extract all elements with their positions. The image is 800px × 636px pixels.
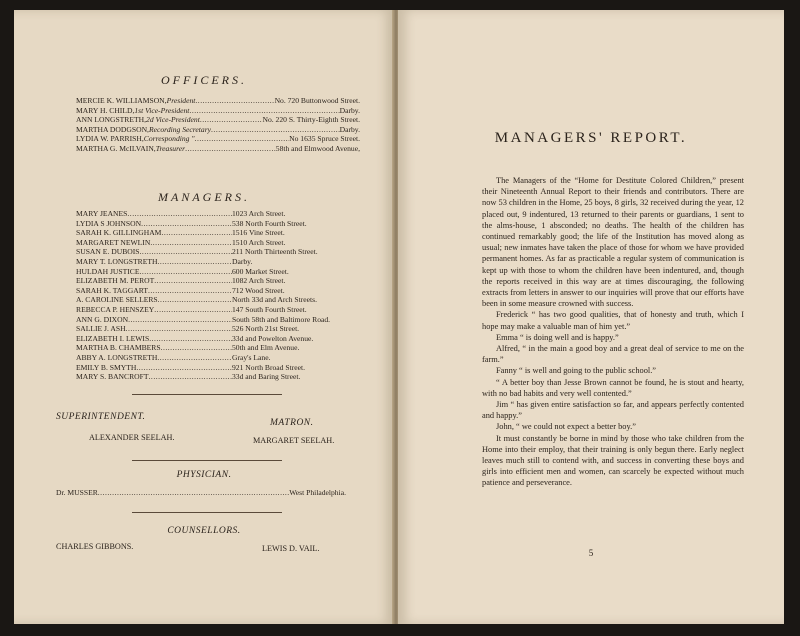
manager-address: 1023 Arch Street.	[232, 209, 286, 218]
divider	[132, 394, 282, 395]
manager-address: 147 South Fourth Street.	[232, 304, 307, 314]
officer-role: President	[166, 96, 196, 105]
manager-name: SARAH K. TAGGART	[76, 285, 148, 295]
officer-role: 2d Vice-President	[146, 115, 200, 125]
officers-heading: OFFICERS.	[161, 73, 247, 87]
officer-address: No 1635 Spruce Street.	[289, 134, 360, 144]
manager-row	[76, 353, 360, 363]
manager-row	[76, 363, 360, 373]
counsellors-heading: COUNSELLORS.	[167, 526, 241, 536]
manager-row	[76, 372, 360, 382]
manager-row	[76, 305, 360, 315]
physician-heading: PHYSICIAN.	[176, 470, 232, 480]
manager-address: Gray's Lane.	[232, 352, 271, 362]
report-paragraph: Fanny “ is well and going to the public school.”	[496, 366, 657, 376]
report-paragraph: Emma “ is doing well and is happy.”	[496, 332, 619, 342]
officer-row	[76, 106, 360, 116]
officer-name: MERCIE K. WILLIAMSON,	[76, 96, 167, 105]
manager-address: 33d and Baring Street.	[232, 372, 301, 382]
report-paragraph: John, “ we could not expect a better boy.”	[496, 422, 636, 432]
manager-name: ELIZABETH I. LEWIS	[76, 333, 150, 343]
manager-name: SALLIE J. ASH	[76, 324, 126, 334]
report-paragraph: Jim “ has given entire satisfaction so far, and appears perfectly contented and happy.”	[482, 400, 744, 421]
report-paragraph: It must constantly be borne in mind by those who take children from the Home into their employ, that their training is only begun there. Early neglect leaves much still to contend with, and success in converting these boys and girls into efficient men and women, can scarcely be expected without much patience and perseverance.	[482, 433, 744, 488]
officer-row	[76, 134, 360, 144]
manager-row	[76, 257, 360, 267]
manager-name: ANN G. DIXON	[76, 314, 129, 324]
manager-name: REBECCA P. HENSZEY	[76, 304, 155, 314]
manager-row	[76, 267, 360, 277]
manager-address: 33d and Powelton Avenue.	[232, 333, 314, 343]
counsellor-2: LEWIS D. VAIL.	[262, 544, 320, 553]
officer-name: ANN LONGSTRETH,	[76, 115, 147, 125]
manager-name: MARTHA B. CHAMBERS	[76, 343, 161, 353]
officer-name: MARY H. CHILD,	[76, 105, 135, 115]
officer-name: MARTHA G. McILVAIN,	[76, 143, 156, 153]
manager-row	[76, 247, 360, 257]
officer-name: LYDIA W. PARRISH,	[76, 134, 144, 144]
physician-name: Dr. MUSSER	[56, 488, 98, 497]
left-page	[14, 10, 394, 624]
manager-row	[76, 228, 360, 238]
manager-address: North 33d and Arch Streets.	[232, 295, 317, 305]
officer-name: MARTHA DODGSON,	[76, 124, 149, 134]
officer-address: No. 720 Buttonwood Street.	[274, 96, 360, 105]
officer-row	[76, 96, 360, 106]
manager-address: 538 North Fourth Street.	[232, 218, 307, 228]
report-paragraph: The Managers of the “Home for Destitute Colored Children,” present their Nineteenth Annual Report to their friends and contributors. There are now 53 children in the Home, 25 boys, 8 girls, 32 received during the year, 12 placed out, 9 indentured, 13 returned to their parents or guardians, 1 sent to the alms-house, 1 absconded; no deaths. The health of the children has continued remarkably good; the life of the Institution has moved along as usual; new inmates have taken the place of those for whom we have provided permanent homes. As far as practicable a regular system of communication is kept up with those to whom the children have been indentured, and, though the reports received in this way are at times discouraging, the following extracts from letters in answer to our inquiries will prove that our efforts have been in some measure crowned with success.	[482, 176, 744, 309]
manager-row	[76, 334, 360, 344]
manager-row	[76, 324, 360, 334]
report-paragraph: Frederick “ has two good qualities, that of honesty and truth, which I hope may make a valuable man of him yet.”	[482, 310, 744, 331]
manager-name: MARGARET NEWLIN	[76, 237, 151, 247]
manager-name: MARY T. LONGSTRETH	[76, 256, 158, 266]
manager-address: 211 North Thirteenth Street.	[232, 247, 318, 257]
physician-row	[56, 488, 346, 498]
officer-address: Darby.	[339, 105, 360, 115]
officer-row	[76, 115, 360, 125]
manager-name: LYDIA S JOHNSON	[76, 218, 142, 228]
officer-address: No. 220 S. Thirty-Eighth Street.	[262, 115, 360, 125]
manager-name: ABBY A. LONGSTRETH	[76, 352, 158, 362]
manager-address: 526 North 21st Street.	[232, 324, 300, 334]
manager-address: 50th and Elm Avenue.	[232, 343, 300, 353]
report-paragraph: Alfred, “ in the main a good boy and a great deal of service to me on the farm.”	[482, 344, 744, 365]
manager-row	[76, 209, 360, 219]
right-page	[398, 10, 784, 624]
manager-address: 712 Wood Street.	[232, 285, 285, 295]
manager-row	[76, 286, 360, 296]
matron-heading: MATRON.	[270, 418, 314, 428]
manager-address: 1510 Arch Street.	[232, 237, 286, 247]
report-body	[482, 175, 744, 489]
manager-row	[76, 295, 360, 305]
manager-row	[76, 315, 360, 325]
superintendent-heading: SUPERINTENDENT.	[56, 412, 146, 422]
superintendent-name: ALEXANDER SEELAH.	[89, 433, 175, 442]
officer-row	[76, 144, 360, 154]
officer-role: 1st Vice-President	[134, 105, 190, 115]
officer-address: Darby.	[339, 124, 360, 134]
manager-row	[76, 238, 360, 248]
manager-row	[76, 276, 360, 286]
manager-name: EMILY B. SMYTH	[76, 362, 137, 372]
page-number: 5	[588, 548, 594, 558]
manager-address: Darby.	[232, 256, 253, 266]
manager-address: 921 North Broad Street.	[232, 362, 305, 372]
manager-name: HULDAH JUSTICE	[76, 266, 140, 276]
counsellor-1: CHARLES GIBBONS.	[56, 542, 134, 551]
manager-address: 1082 Arch Street.	[232, 276, 286, 286]
managers-list	[76, 209, 360, 382]
divider	[132, 512, 282, 513]
divider	[132, 460, 282, 461]
officer-role: Treasurer	[155, 143, 186, 153]
manager-address: 1516 Vine Street.	[232, 228, 285, 238]
managers-heading: MANAGERS.	[158, 190, 250, 204]
physician-place: West Philadelphia.	[289, 488, 346, 497]
officers-list	[76, 96, 360, 154]
manager-name: SUSAN E. DUBOIS	[76, 247, 140, 257]
manager-name: MARY S. BANCROFT	[76, 372, 149, 382]
matron-name: MARGARET SEELAH.	[253, 436, 335, 445]
manager-name: ELIZABETH M. PEROT	[76, 276, 155, 286]
officer-role: Recording Secretary	[148, 124, 212, 134]
officer-address: 58th and Elmwood Avenue,	[275, 143, 360, 153]
manager-name: SARAH K. GILLINGHAM	[76, 228, 162, 238]
manager-address: 600 Market Street.	[232, 266, 289, 276]
manager-name: A. CAROLINE SELLERS	[76, 295, 158, 305]
report-paragraph: “ A better boy than Jesse Brown cannot be found, he is stout and hearty, with no bad habits and very well contented.”	[482, 377, 744, 398]
officer-row	[76, 125, 360, 135]
manager-name: MARY JEANES	[76, 209, 128, 218]
manager-row	[76, 343, 360, 353]
officer-role: Corresponding "	[143, 134, 195, 144]
report-title: MANAGERS' REPORT.	[494, 130, 688, 146]
manager-row	[76, 219, 360, 229]
manager-address: South 58th and Baltimore Road.	[232, 314, 331, 324]
